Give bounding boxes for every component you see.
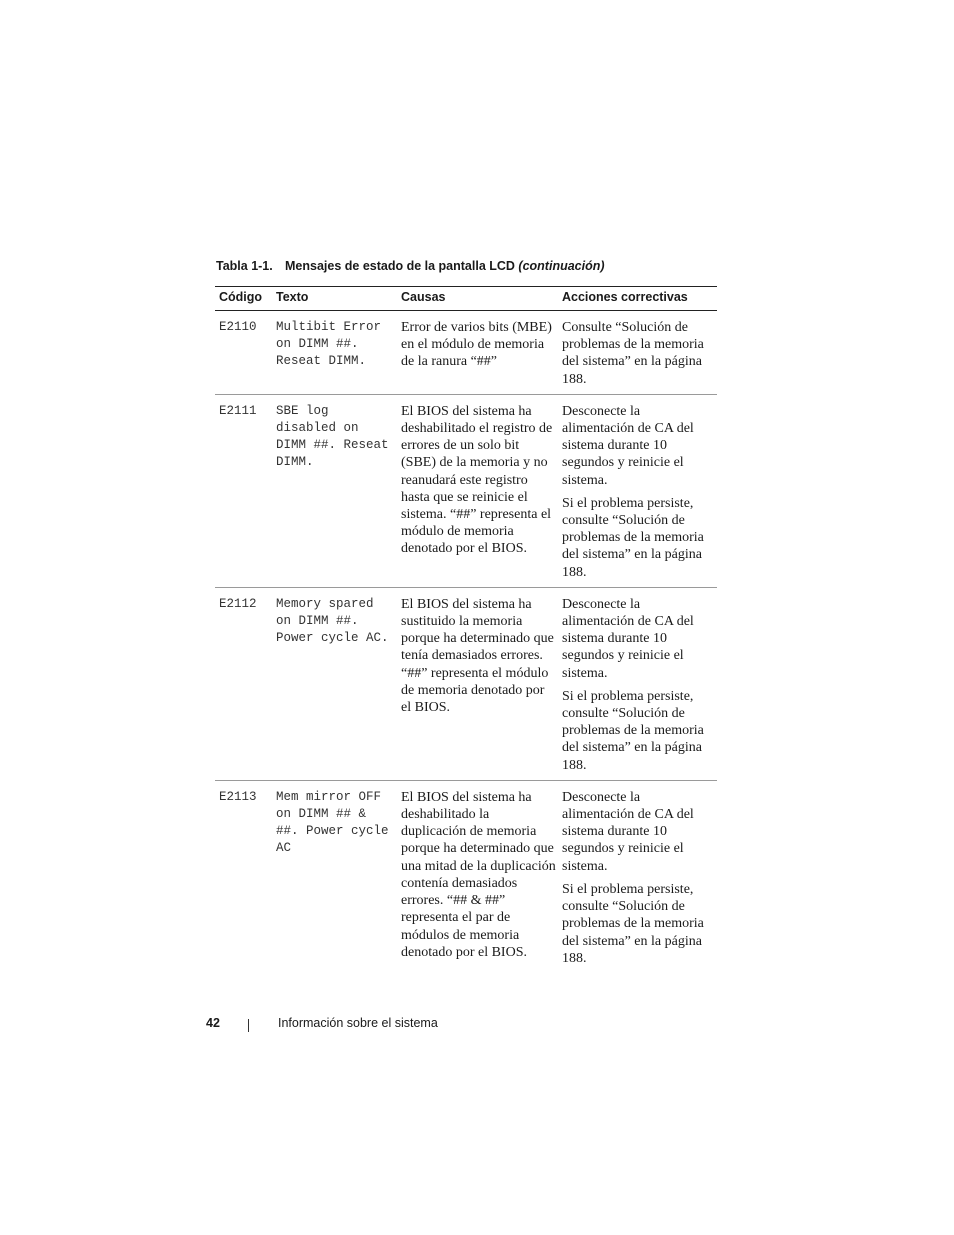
table-title: Mensajes de estado de la pantalla LCD <box>285 259 515 273</box>
cell-cause: Error de varios bits (MBE) en el módulo de memoria de la ranura “##” <box>397 311 558 395</box>
table-row <box>215 311 717 395</box>
cell-cause: El BIOS del sistema ha deshabilitado la duplicación de memoria porque ha determinado que una mitad de la duplicación contenía demasiados errores. “## & ##” representa el par de módulos de memoria denotado por el BIOS. <box>401 789 556 960</box>
action-paragraph: Desconecte la alimentación de CA del sistema durante 10 segundos y reinicie el sistema. <box>562 789 694 874</box>
cell-text: SBE log disabled on DIMM ##. Reseat DIMM. <box>272 394 397 587</box>
header-code: Código <box>215 287 272 311</box>
action-paragraph: Si el problema persiste, consulte “Solución de problemas de la memoria del sistema” en la página 188. <box>562 881 704 966</box>
action-paragraph: Consulte “Solución de problemas de la memoria del sistema” en la página 188. <box>562 320 704 387</box>
table-row <box>215 780 717 973</box>
action-paragraph: Desconecte la alimentación de CA del sistema durante 10 segundos y reinicie el sistema. <box>562 596 694 681</box>
cell-text: Memory spared on DIMM ##. Power cycle AC. <box>272 587 397 780</box>
cell-code: E2113 <box>219 789 257 804</box>
header-actions: Acciones correctivas <box>558 287 717 311</box>
table-number: Tabla 1-1. <box>216 259 273 273</box>
table-caption <box>216 259 605 273</box>
cell-code: E2110 <box>215 311 272 395</box>
footer-section-title: Información sobre el sistema <box>278 1016 438 1030</box>
cell-code: E2112 <box>215 587 272 780</box>
cell-text: Multibit Error on DIMM ##. Reseat DIMM. <box>272 311 397 395</box>
lcd-status-table <box>215 286 717 973</box>
table-row <box>215 587 717 780</box>
action-paragraph: Si el problema persiste, consulte “Solución de problemas de la memoria del sistema” en la página 188. <box>562 495 704 580</box>
cell-actions <box>558 780 717 973</box>
cell-actions <box>558 311 717 395</box>
header-text: Texto <box>272 287 397 311</box>
action-paragraph: Desconecte la alimentación de CA del sistema durante 10 segundos y reinicie el sistema. <box>562 403 694 488</box>
table-continuation: (continuación) <box>518 259 605 273</box>
cell-cause: El BIOS del sistema ha deshabilitado el registro de errores de un solo bit (SBE) de la memoria y no reanudará este registro hasta que se reinicie el sistema. “##” representa el módulo de memoria denotado por el BIOS. <box>397 394 558 587</box>
cell-code: E2111 <box>215 394 272 587</box>
footer-divider <box>248 1019 249 1032</box>
action-paragraph: Si el problema persiste, consulte “Solución de problemas de la memoria del sistema” en la página 188. <box>562 688 704 773</box>
cell-cause: El BIOS del sistema ha sustituido la memoria porque ha determinado que tenía demasiados errores. “##” representa el módulo de memoria denotado por el BIOS. <box>397 587 558 780</box>
cell-actions <box>558 394 717 587</box>
table-header-row <box>215 287 717 311</box>
cell-text: Mem mirror OFF on DIMM ## & ##. Power cycle AC <box>276 789 389 856</box>
cell-actions <box>558 587 717 780</box>
header-causes: Causas <box>397 287 558 311</box>
page-footer <box>206 1016 438 1030</box>
table-row <box>215 394 717 587</box>
page-number: 42 <box>206 1016 220 1030</box>
